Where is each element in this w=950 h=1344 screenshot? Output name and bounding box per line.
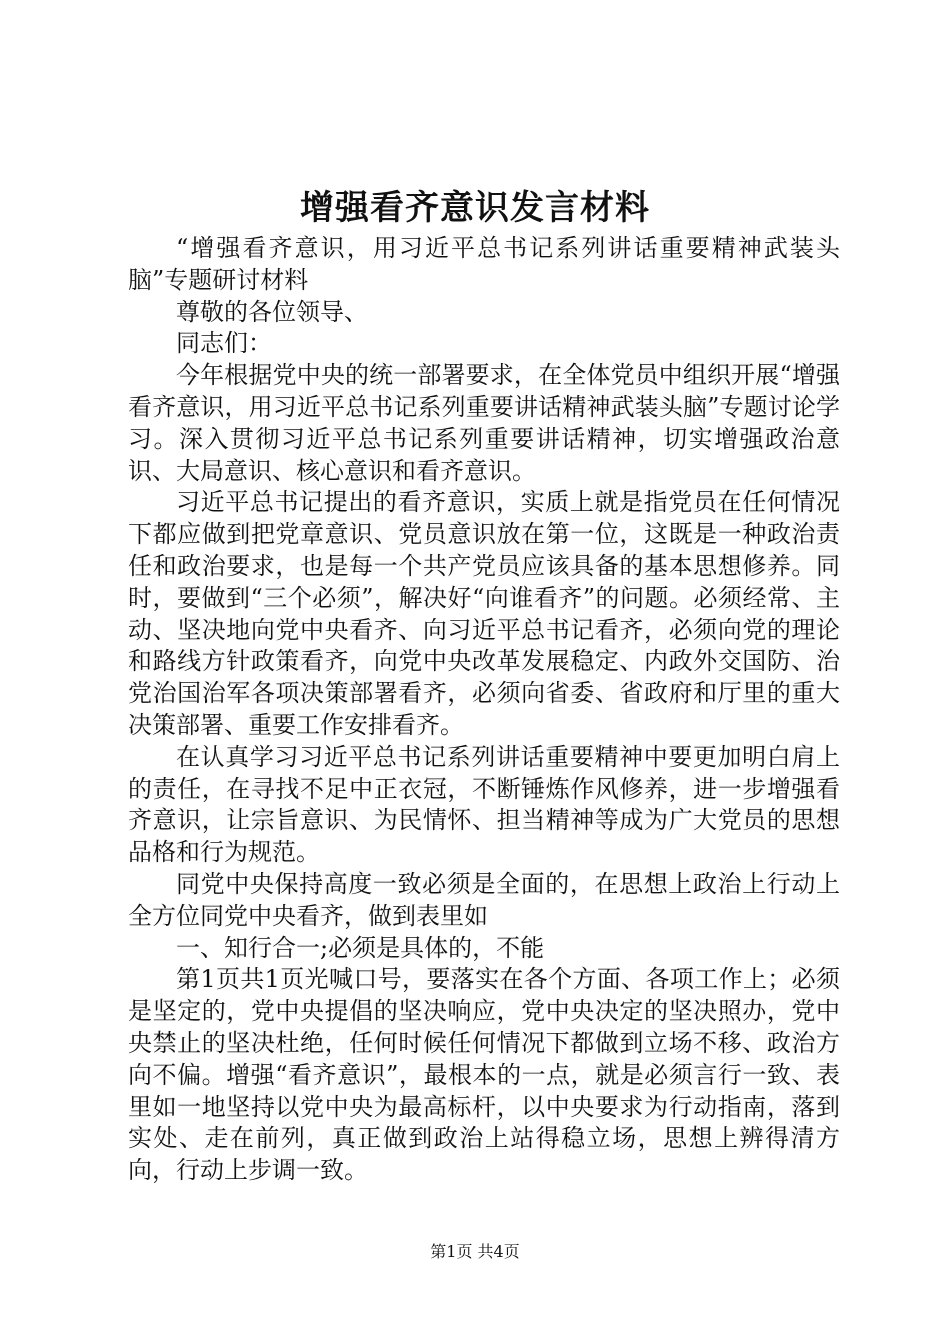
page-footer: 第1页 共4页 [430, 1242, 520, 1261]
document-body [128, 233, 840, 1187]
paragraph-body-2: 在认真学习习近平总书记系列讲话重要精神中要更加明白肩上的责任，在寻找不足中正衣冠，不断锤炼作风修养，进一步增强看齐意识，让宗旨意识、为民情怀、担当精神等成为广大党员的思想品格和行为规范。 [128, 742, 840, 867]
document-title: 增强看齐意识发言材料 [300, 188, 650, 228]
paragraph-body-1: 习近平总书记提出的看齐意识，实质上就是指党员在任何情况下都应做到把党章意识、党员意识放在第一位，这既是一种政治责任和政治要求，也是每一个共产党员应该具备的基本思想修养。同时，要做到“三个必须”，解决好“向谁看齐”的问题。必须经常、主动、坚决地向党中央看齐、向习近平总书记看齐，必须向党的理论和路线方针政策看齐，向党中央改革发展稳定、内政外交国防、治党治国治军各项决策部署看齐，必须向省委、省政府和厅里的重大决策部署、重要工作安排看齐。 [128, 488, 840, 739]
paragraph-subtitle: “增强看齐意识，用习近平总书记系列讲话重要精神武装头脑”专题研讨材料 [128, 234, 840, 294]
paragraph-body-4: 一、知行合一;必须是具体的，不能 [176, 933, 545, 962]
paragraph-body-5: 第1页共1页光喊口号，要落实在各个方面、各项工作上；必须是坚定的，党中央提倡的坚决响应，党中央决定的坚决照办，党中央禁止的坚决杜绝，任何时候任何情况下都做到立场不移、政治方向不偏。增强“看齐意识”，最根本的一点，就是必须言行一致、表里如一地坚持以党中央为最高标杆，以中央要求为行动指南，落到实处、走在前列，真正做到政治上站得稳立场，思想上辨得清方向，行动上步调一致。 [128, 965, 840, 1185]
paragraph-intro: 今年根据党中央的统一部署要求，在全体党员中组织开展“增强看齐意识，用习近平总书记系列重要讲话精神武装头脑”专题讨论学习。深入贯彻习近平总书记系列重要讲话精神，切实增强政治意识、大局意识、核心意识和看齐意识。 [128, 361, 840, 485]
paragraph-salutation-2: 同志们： [176, 329, 272, 358]
paragraph-body-3: 同党中央保持高度一致必须是全面的，在思想上政治上行动上全方位同党中央看齐，做到表里如 [128, 869, 840, 930]
paragraph-salutation: 尊敬的各位领导、 [176, 297, 368, 326]
